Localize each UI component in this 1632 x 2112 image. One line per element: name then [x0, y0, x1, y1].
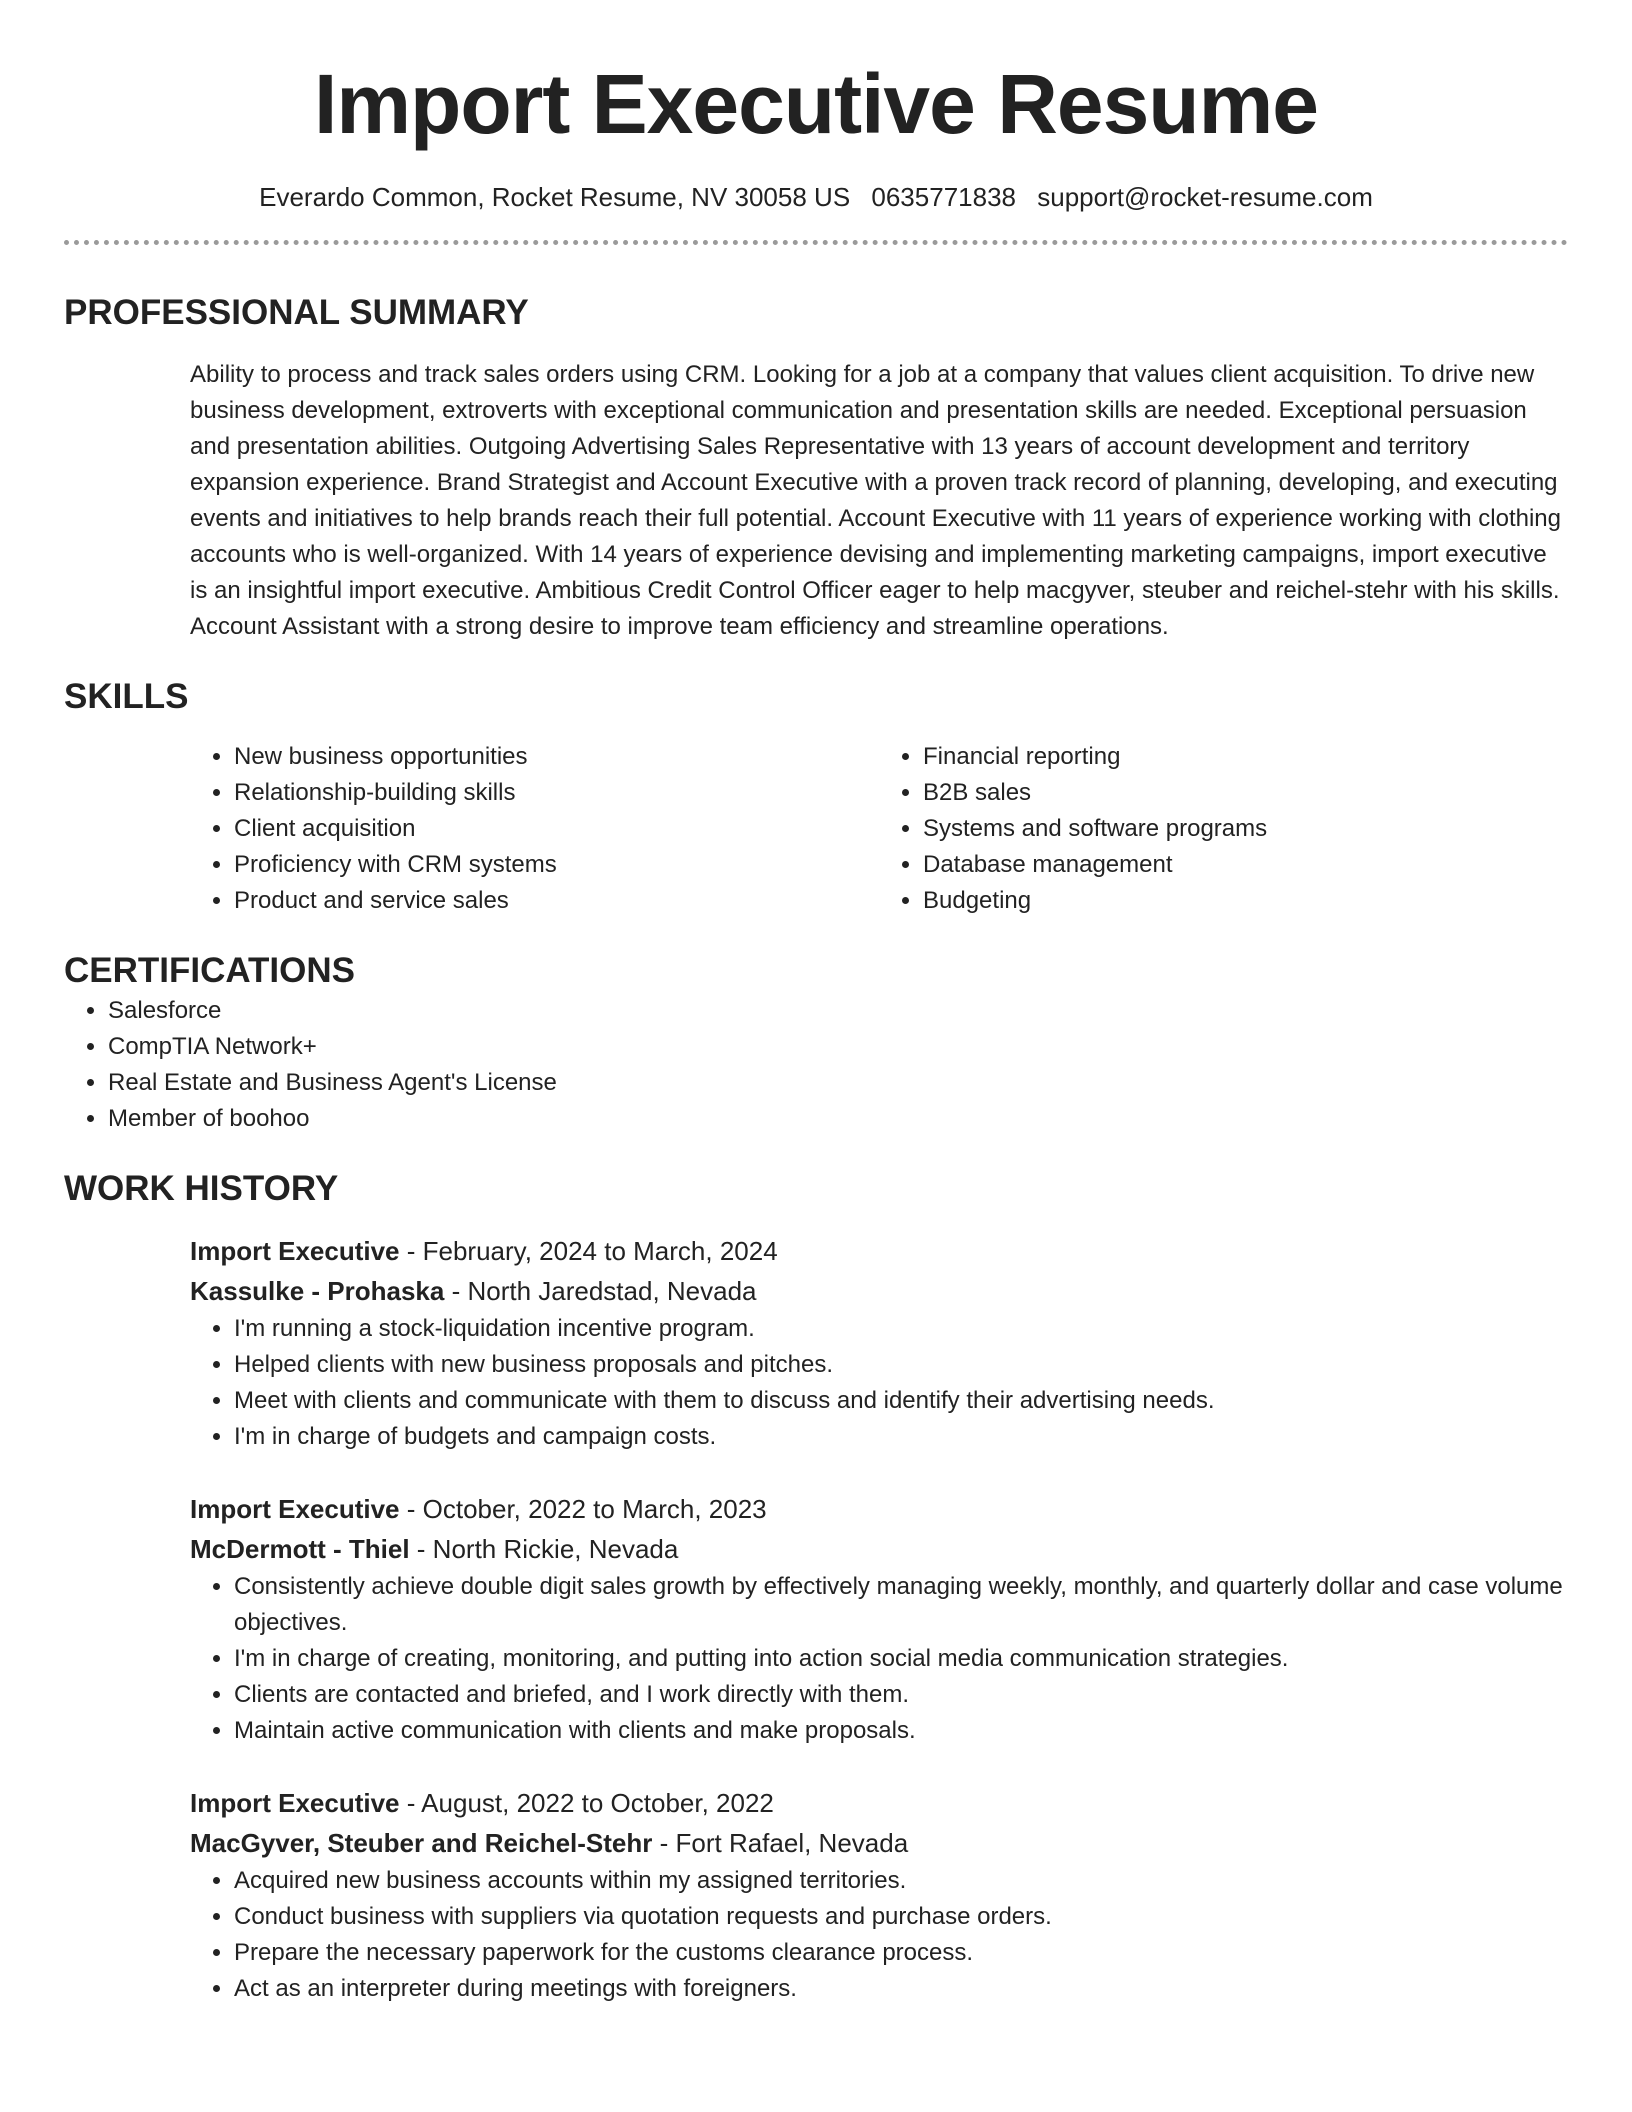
- header-divider: [64, 240, 1568, 245]
- contact-line: [64, 180, 1568, 214]
- job-duty: • I'm in charge of creating, monitoring, and putting into action social media communication strategies.: [234, 1641, 1568, 1677]
- job-title: Import Executive: [190, 1788, 400, 1818]
- skills-columns: [190, 739, 1568, 919]
- job-entry: [190, 1783, 1568, 2007]
- skill-item: • B2B sales: [923, 775, 1568, 811]
- job-company: MacGyver, Steuber and Reichel-Stehr: [190, 1828, 653, 1858]
- job-duty: • I'm in charge of budgets and campaign costs.: [234, 1419, 1568, 1455]
- skill-item: • New business opportunities: [234, 739, 879, 775]
- skill-item: • Budgeting: [923, 883, 1568, 919]
- job-duty: • I'm running a stock-liquidation incentive program.: [234, 1311, 1568, 1347]
- section-title-work-history: WORK HISTORY: [64, 1169, 339, 1208]
- job-location: - Fort Rafael, Nevada: [652, 1828, 909, 1858]
- job-duties-list: [190, 1569, 1568, 1749]
- contact-email: support@rocket-resume.com: [1037, 182, 1373, 212]
- job-duty: • Helped clients with new business proposals and pitches.: [234, 1347, 1568, 1383]
- job-company-line: [190, 1823, 1568, 1863]
- skill-item: • Financial reporting: [923, 739, 1568, 775]
- job-location: - North Rickie, Nevada: [409, 1534, 679, 1564]
- contact-phone: 0635771838: [871, 182, 1016, 212]
- certification-item: • Salesforce: [108, 993, 1568, 1029]
- skill-item: • Relationship-building skills: [234, 775, 879, 811]
- skill-item: • Client acquisition: [234, 811, 879, 847]
- job-duty: • Maintain active communication with clients and make proposals.: [234, 1713, 1568, 1749]
- job-duty: • Meet with clients and communicate with them to discuss and identify their advertising needs.: [234, 1383, 1568, 1419]
- section-title-certifications: CERTIFICATIONS: [64, 951, 356, 990]
- certification-item: • CompTIA Network+: [108, 1029, 1568, 1065]
- job-entry: [190, 1231, 1568, 1455]
- job-company-line: [190, 1529, 1568, 1569]
- job-duty: • Conduct business with suppliers via quotation requests and purchase orders.: [234, 1899, 1568, 1935]
- job-duties-list: [190, 1311, 1568, 1455]
- job-company-line: [190, 1271, 1568, 1311]
- skill-item: • Proficiency with CRM systems: [234, 847, 879, 883]
- job-duty: • Consistently achieve double digit sales growth by effectively managing weekly, monthly, and quarterly dollar and case volume objectives.: [234, 1569, 1568, 1641]
- skills-list-right: [879, 739, 1568, 919]
- job-title: Import Executive: [190, 1236, 400, 1266]
- job-duty: • Acquired new business accounts within my assigned territories.: [234, 1863, 1568, 1899]
- job-location: - North Jaredstad, Nevada: [444, 1276, 757, 1306]
- certification-item: • Member of boohoo: [108, 1101, 1568, 1137]
- section-title-summary: PROFESSIONAL SUMMARY: [64, 293, 529, 332]
- job-duty: • Clients are contacted and briefed, and I work directly with them.: [234, 1677, 1568, 1713]
- skill-item: • Product and service sales: [234, 883, 879, 919]
- skills-list-left: [190, 739, 879, 919]
- job-title-line: [190, 1231, 1568, 1271]
- certification-item: • Real Estate and Business Agent's License: [108, 1065, 1568, 1101]
- skill-item: • Database management: [923, 847, 1568, 883]
- job-title-line: [190, 1489, 1568, 1529]
- job-duties-list: [190, 1863, 1568, 2007]
- skill-item: • Systems and software programs: [923, 811, 1568, 847]
- job-duty: • Act as an interpreter during meetings with foreigners.: [234, 1971, 1568, 2007]
- job-title-line: [190, 1783, 1568, 1823]
- job-entry: [190, 1489, 1568, 1749]
- section-title-skills: SKILLS: [64, 677, 189, 716]
- job-title: Import Executive: [190, 1494, 400, 1524]
- job-dates: - October, 2022 to March, 2023: [399, 1494, 767, 1524]
- job-company: Kassulke - Prohaska: [190, 1276, 445, 1306]
- contact-address: Everardo Common, Rocket Resume, NV 30058 US: [259, 182, 851, 212]
- job-dates: - February, 2024 to March, 2024: [399, 1236, 778, 1266]
- resume-title: Import Executive Resume: [313, 57, 1319, 151]
- certifications-list: [64, 993, 1568, 1137]
- job-dates: - August, 2022 to October, 2022: [399, 1788, 774, 1818]
- job-duty: • Prepare the necessary paperwork for the customs clearance process.: [234, 1935, 1568, 1971]
- summary-text: Ability to process and track sales orders using CRM. Looking for a job at a company that values client acquisition. To drive new business development, extroverts with exceptional communication and presentation skills are needed. Exceptional persuasion and presentation abilities. Outgoing Advertising Sales Representative with 13 years of account development and territory expansion experience. Brand Strategist and Account Executive with a proven track record of planning, developing, and executing events and initiatives to help brands reach their full potential. Account Executive with 11 years of experience working with clothing accounts who is well-organized. With 14 years of experience devising and implementing marketing campaigns, import executive is an insightful import executive. Ambitious Credit Control Officer eager to help macgyver, steuber and reichel-stehr with his skills. Account Assistant with a strong desire to improve team efficiency and streamline operations.: [190, 361, 1561, 640]
- job-company: McDermott - Thiel: [190, 1534, 410, 1564]
